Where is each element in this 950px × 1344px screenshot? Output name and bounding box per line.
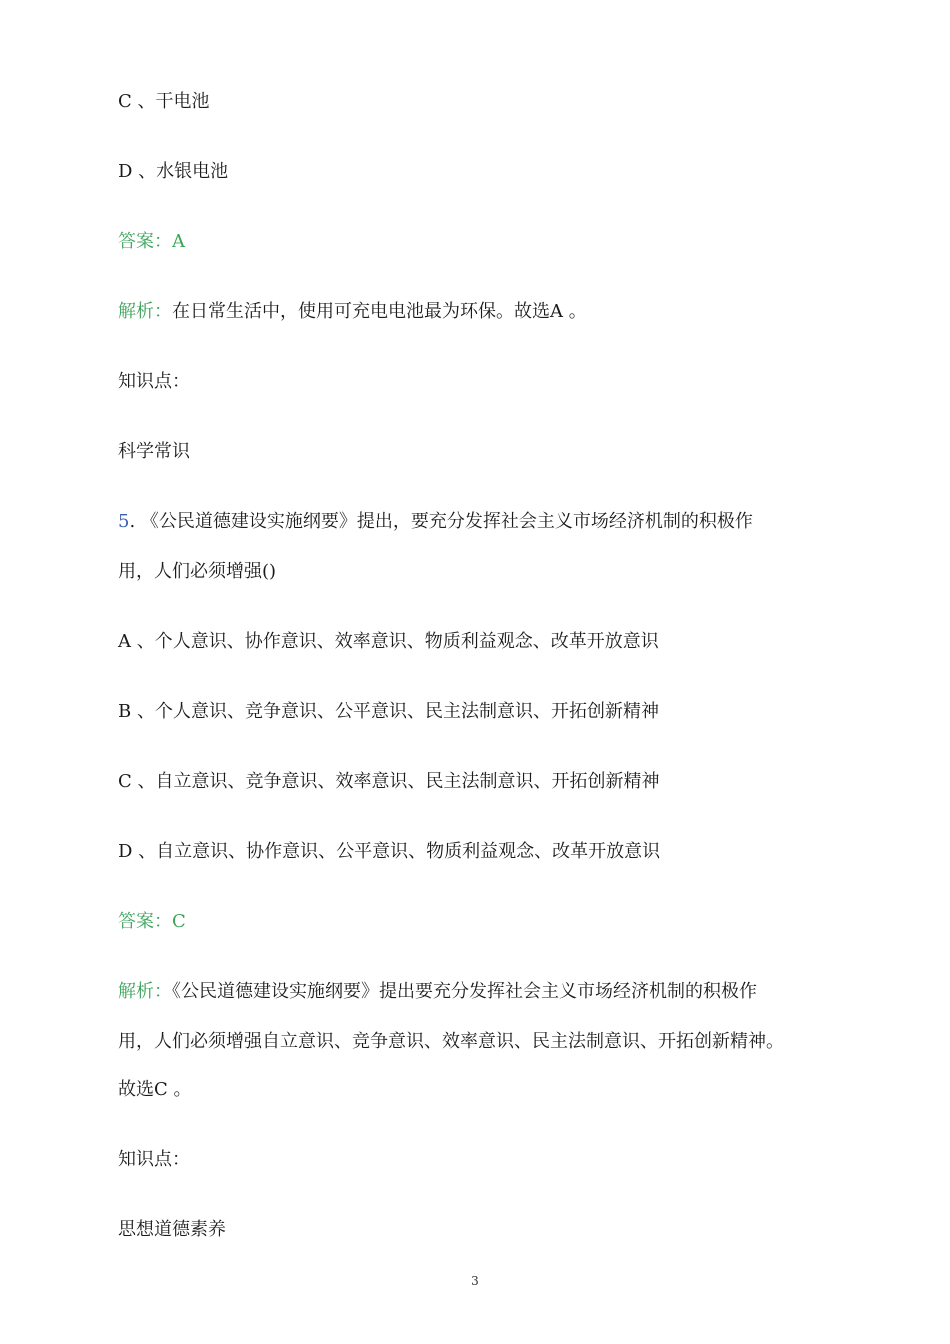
q5-analysis-line2: 用，人们必须增强自立意识、竞争意识、效率意识、民主法制意识、开拓创新精神。 — [118, 1031, 784, 1052]
analysis-text: 在日常生活中，使用可充电电池最为环保。故选A 。 — [172, 301, 587, 322]
page-number: 3 — [471, 1274, 479, 1288]
answer-label: 答案： — [118, 911, 172, 932]
answer-label: 答案： — [118, 231, 172, 252]
q4-option-c: C 、干电池 — [118, 91, 210, 112]
analysis-label: 解析： — [118, 301, 172, 322]
q4-knowledge-label: 知识点： — [118, 371, 190, 392]
q5-option-a: A 、个人意识、协作意识、效率意识、物质利益观念、改革开放意识 — [118, 631, 659, 652]
q4-analysis — [118, 300, 587, 324]
q5-stem-line1 — [118, 510, 753, 534]
analysis-label: 解析： — [118, 981, 172, 1002]
q5-analysis-line3: 故选C 。 — [118, 1079, 192, 1100]
q5-analysis-line1 — [118, 980, 757, 1004]
question-number: 5 — [118, 511, 130, 532]
q5-option-c: C 、自立意识、竞争意识、效率意识、民主法制意识、开拓创新精神 — [118, 771, 660, 792]
q4-answer — [118, 230, 185, 254]
q5-option-b: B 、个人意识、竞争意识、公平意识、民主法制意识、开拓创新精神 — [118, 701, 659, 722]
q5-answer — [118, 910, 186, 934]
answer-value: A — [172, 231, 185, 252]
answer-value: C — [172, 911, 186, 932]
q5-option-d: D 、自立意识、协作意识、公平意识、物质利益观念、改革开放意识 — [118, 841, 661, 862]
question-number-separator: . — [129, 511, 136, 532]
q4-option-d: D 、水银电池 — [118, 161, 229, 182]
analysis-text: 《公民道德建设实施纲要》提出要充分发挥社会主义市场经济机制的积极作 — [172, 981, 757, 1002]
q5-stem-line2: 用，人们必须增强() — [118, 561, 277, 582]
q5-knowledge-value: 思想道德素养 — [118, 1219, 226, 1240]
q4-knowledge-value: 科学常识 — [118, 441, 190, 462]
question-stem: 《公民道德建设实施纲要》提出，要充分发挥社会主义市场经济机制的积极作 — [140, 511, 753, 532]
q5-knowledge-label: 知识点： — [118, 1149, 190, 1170]
